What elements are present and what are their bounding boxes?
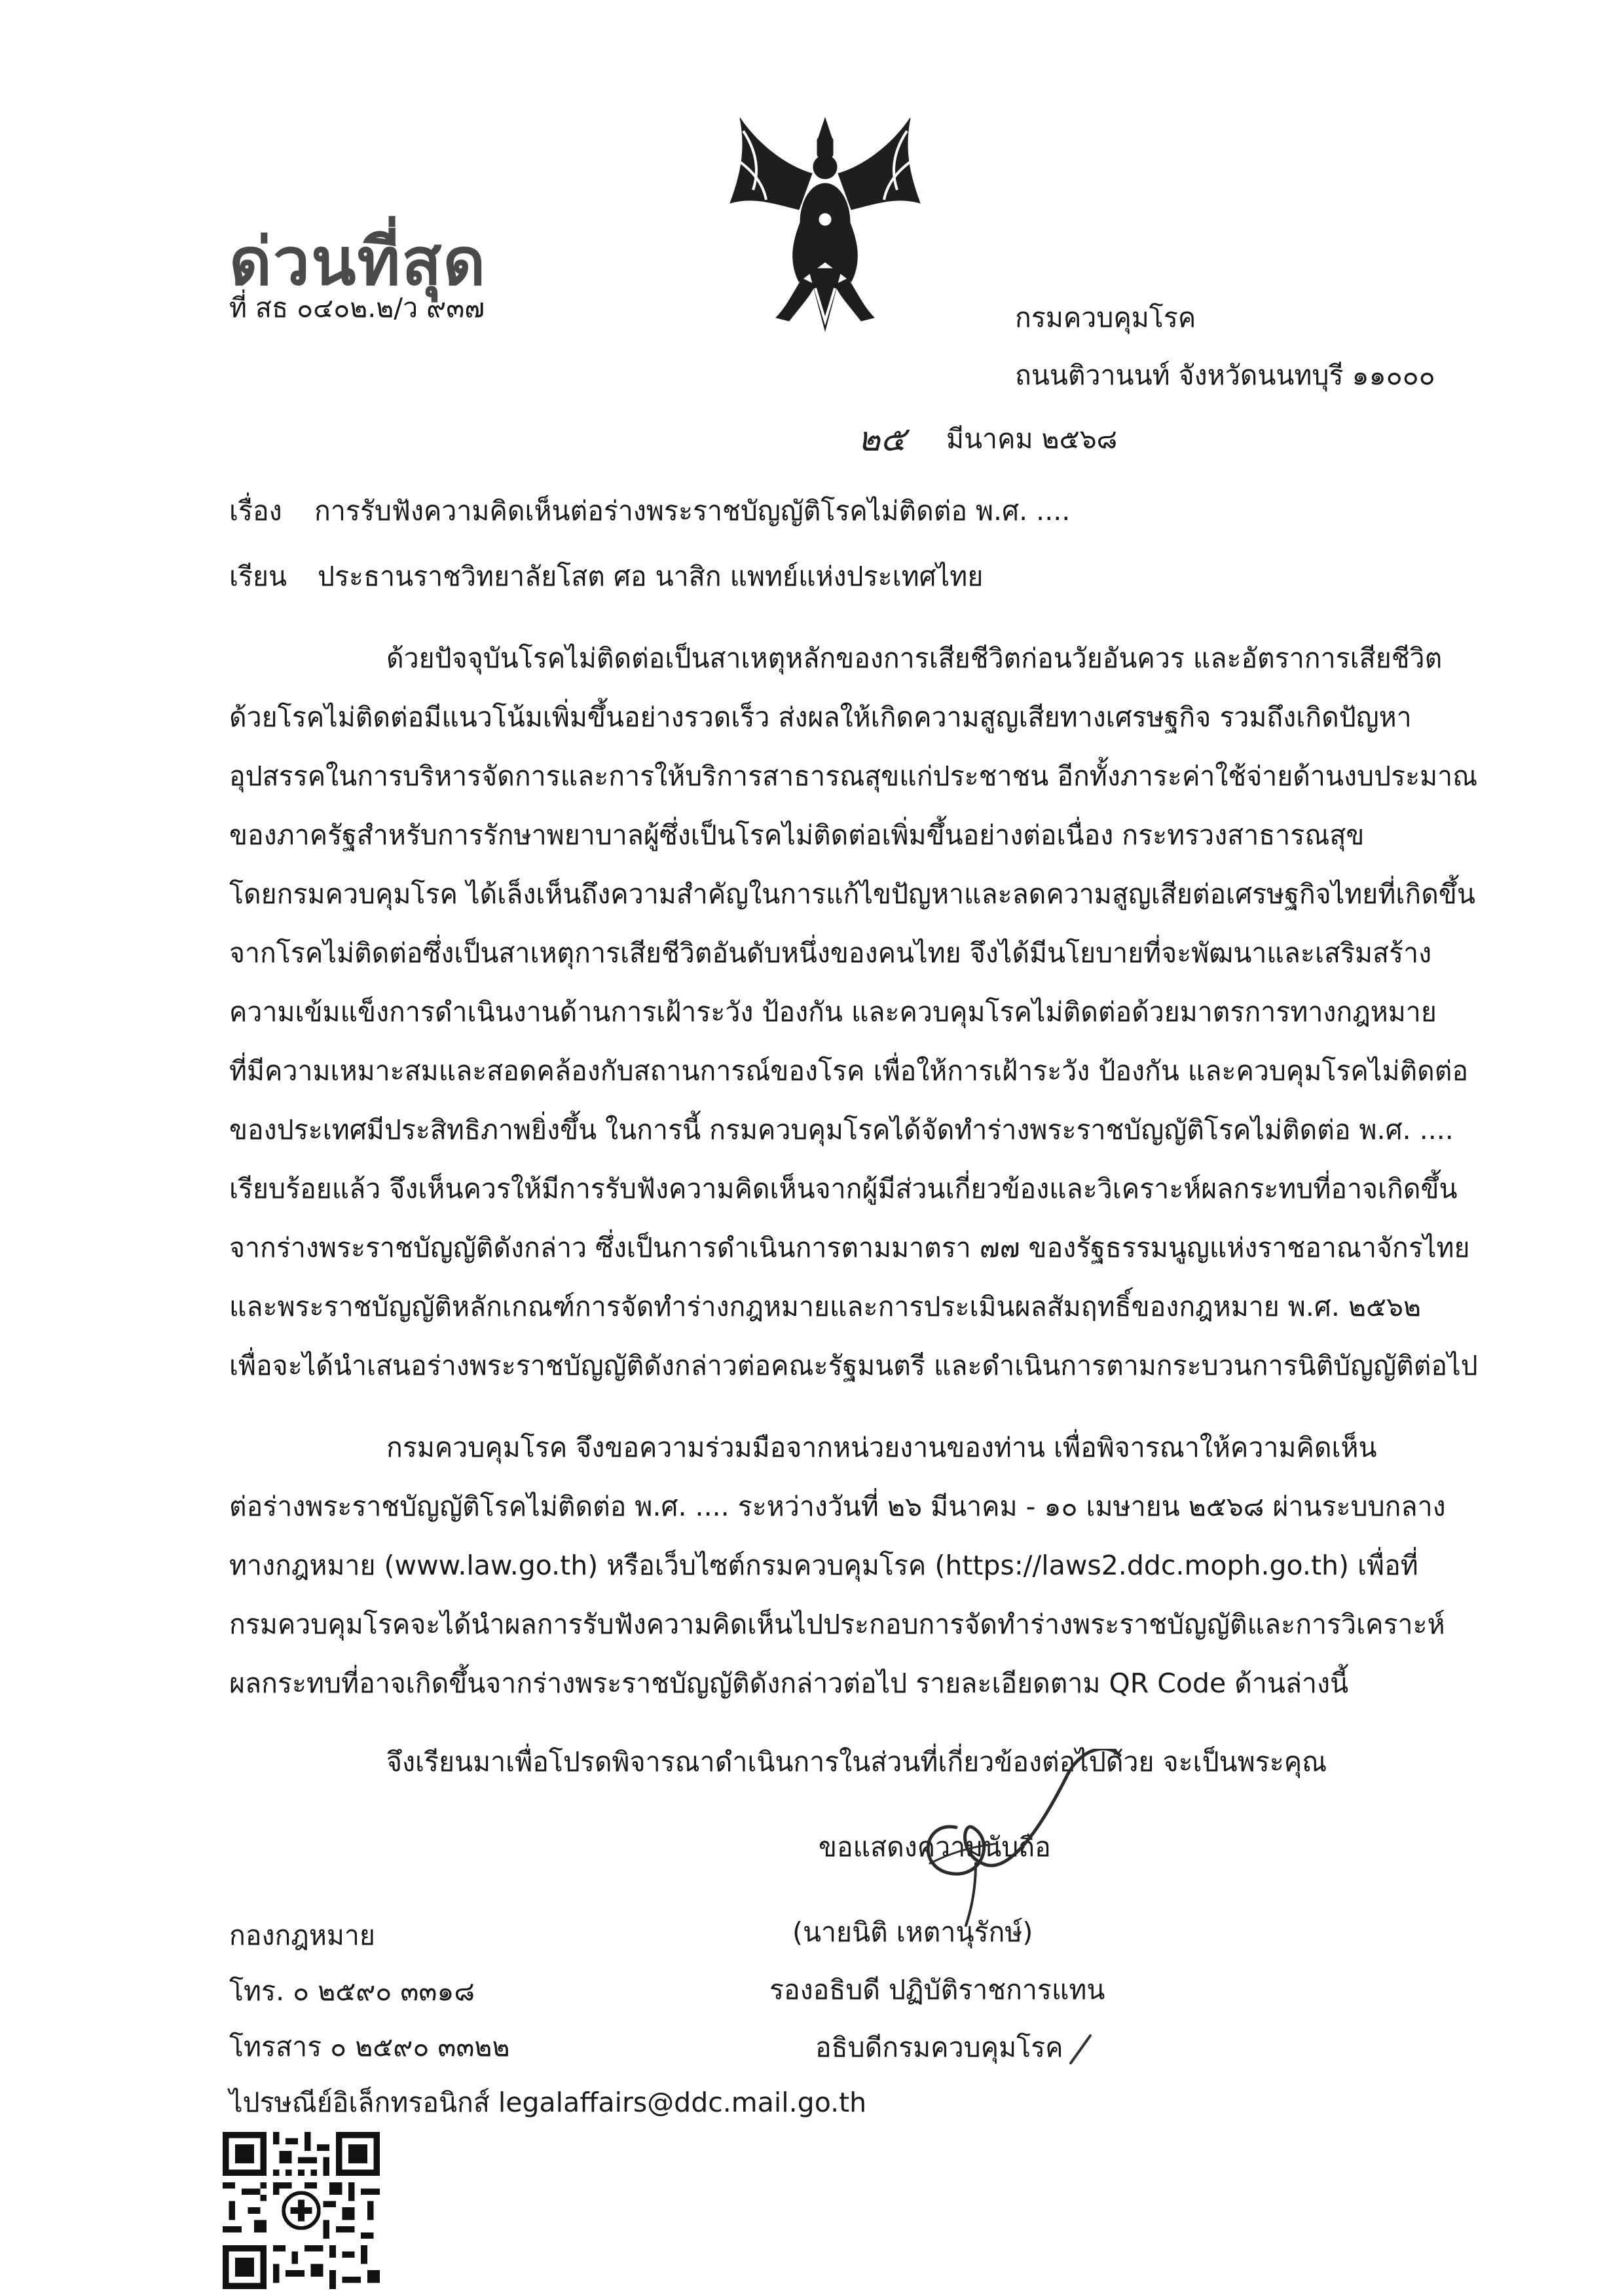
date-month-year: มีนาคม ๒๕๖๘ — [946, 423, 1118, 455]
footer-phone: โทร. ๐ ๒๕๙๐ ๓๓๑๘ — [229, 1975, 475, 2007]
urgency-stamp: ด่วนที่สุด — [229, 223, 487, 300]
body-line: ของประเทศมีประสิทธิภาพยิ่งขึ้น ในการนี้ กรมควบคุมโรคได้จัดทำร่างพระราชบัญญัติโรคไม่ติดต่อ พ.ศ. .... — [229, 1114, 1454, 1146]
body-line: จากโรคไม่ติดต่อซึ่งเป็นสาเหตุการเสียชีวิตอันดับหนึ่งของคนไทย จึงได้มีนโยบายที่จะพัฒนาและเสริมสร้าง — [229, 937, 1432, 969]
body-line: กรมควบคุมโรคจะได้นำผลการรับฟังความคิดเห็นไปประกอบการจัดทำร่างพระราชบัญญัติและการวิเคราะห์ — [229, 1609, 1445, 1640]
body-line: ผลกระทบที่อาจเกิดขึ้นจากร่างพระราชบัญญัติดังกล่าวต่อไป รายละเอียดตาม QR Code ด้านล่างนี้ — [229, 1668, 1349, 1699]
issuer-name: กรมควบคุมโรค — [1015, 302, 1196, 333]
footer-email: ไปรษณีย์อิเล็กทรอนิกส์ legalaffairs@ddc.mail.go.th — [229, 2087, 867, 2118]
signer-name: (นายนิติ เหตานุรักษ์) — [792, 1916, 1033, 1948]
body-line: ความเข้มแข็งการดำเนินงานด้านการเฝ้าระวัง ป้องกัน และควบคุมโรคไม่ติดต่อด้วยมาตรการทางกฎหมาย — [229, 996, 1437, 1028]
date-day-handwritten: ๒๕ — [858, 420, 906, 459]
footer-fax: โทรสาร ๐ ๒๕๙๐ ๓๓๒๒ — [229, 2031, 510, 2062]
garuda-emblem — [727, 111, 923, 334]
issuer-address: ถนนติวานนท์ จังหวัดนนทบุรี ๑๑๐๐๐ — [1015, 360, 1435, 391]
signer-title-line-1: รองอธิบดี ปฏิบัติราชการแทน — [769, 1974, 1105, 2006]
body-line: ทางกฎหมาย (www.law.go.th) หรือเว็บไซต์กรมควบคุมโรค (https://laws2.ddc.moph.go.th) เพื่อที่ — [229, 1550, 1418, 1581]
closing-salutation: ขอแสดงความนับถือ — [819, 1831, 1051, 1863]
signature-mark — [910, 1749, 1126, 1945]
body-line: ต่อร่างพระราชบัญญัติโรคไม่ติดต่อ พ.ศ. .... ระหว่างวันที่ ๒๖ มีนาคม - ๑๐ เมษายน ๒๕๖๘ ผ่านระบบกลาง — [229, 1491, 1446, 1522]
recipient-text: ประธานราชวิทยาลัยโสต ศอ นาสิก แพทย์แห่งประเทศไทย — [318, 561, 984, 592]
body-line: กรมควบคุมโรค จึงขอความร่วมมือจากหน่วยงานของท่าน เพื่อพิจารณาให้ความคิดเห็น — [386, 1432, 1377, 1463]
body-line: ด้วยปัจจุบันโรคไม่ติดต่อเป็นสาเหตุหลักของการเสียชีวิตก่อนวัยอันควร และอัตราการเสียชีวิต — [386, 643, 1443, 674]
body-line: ด้วยโรคไม่ติดต่อมีแนวโน้มเพิ่มขึ้นอย่างรวดเร็ว ส่งผลให้เกิดความสูญเสียทางเศรษฐกิจ รวมถึงเกิดปัญหา — [229, 701, 1412, 733]
initial-tick-mark — [1067, 2030, 1094, 2070]
qr-code-icon[interactable] — [223, 2132, 380, 2289]
body-line: อุปสรรคในการบริหารจัดการและการให้บริการสาธารณสุขแก่ประชาชน อีกทั้งภาระค่าใช้จ่ายด้านงบประมาณ — [229, 760, 1478, 792]
recipient-label: เรียน — [229, 561, 287, 592]
subject-text: การรับฟังความคิดเห็นต่อร่างพระราชบัญญัติโรคไม่ติดต่อ พ.ศ. .... — [314, 495, 1071, 527]
body-line: ของภาครัฐสำหรับการรักษาพยาบาลผู้ซึ่งเป็นโรคไม่ติดต่อเพิ่มขึ้นอย่างต่อเนื่อง กระทรวงสาธารณสุข — [229, 819, 1365, 851]
body-line: เรียบร้อยแล้ว จึงเห็นควรให้มีการรับฟังความคิดเห็นจากผู้มีส่วนเกี่ยวข้องและวิเคราะห์ผลกระทบที่อาจเกิดขึ้น — [229, 1173, 1458, 1204]
body-line: ที่มีความเหมาะสมและสอดคล้องกับสถานการณ์ของโรค เพื่อให้การเฝ้าระวัง ป้องกัน และควบคุมโรคไม่ติดต่อ — [229, 1055, 1469, 1087]
body-line: จึงเรียนมาเพื่อโปรดพิจารณาดำเนินการในส่วนที่เกี่ยวข้องต่อไปด้วย จะเป็นพระคุณ — [386, 1746, 1327, 1778]
subject-label: เรื่อง — [229, 495, 282, 527]
body-line: จากร่างพระราชบัญญัติดังกล่าว ซึ่งเป็นการดำเนินการตามมาตรา ๗๗ ของรัฐธรรมนูญแห่งราชอาณาจักรไทย — [229, 1232, 1470, 1263]
body-line: โดยกรมควบคุมโรค ได้เล็งเห็นถึงความสำคัญในการแก้ไขปัญหาและลดความสูญเสียต่อเศรษฐกิจไทยที่เกิดขึ้น — [229, 878, 1475, 910]
reference-number: ที่ สธ ๐๔๐๒.๒/ว ๙๓๗ — [229, 292, 485, 324]
signer-title-line-2: อธิบดีกรมควบคุมโรค — [815, 2032, 1063, 2063]
footer-division: กองกฎหมาย — [229, 1920, 375, 1951]
body-line: และพระราชบัญญัติหลักเกณฑ์การจัดทำร่างกฎหมายและการประเมินผลสัมฤทธิ์ของกฎหมาย พ.ศ. ๒๕๖๒ — [229, 1291, 1422, 1322]
body-line: เพื่อจะได้นำเสนอร่างพระราชบัญญัติดังกล่าวต่อคณะรัฐมนตรี และดำเนินการตามกระบวนการนิติบัญญัติต่อไป — [229, 1350, 1478, 1381]
